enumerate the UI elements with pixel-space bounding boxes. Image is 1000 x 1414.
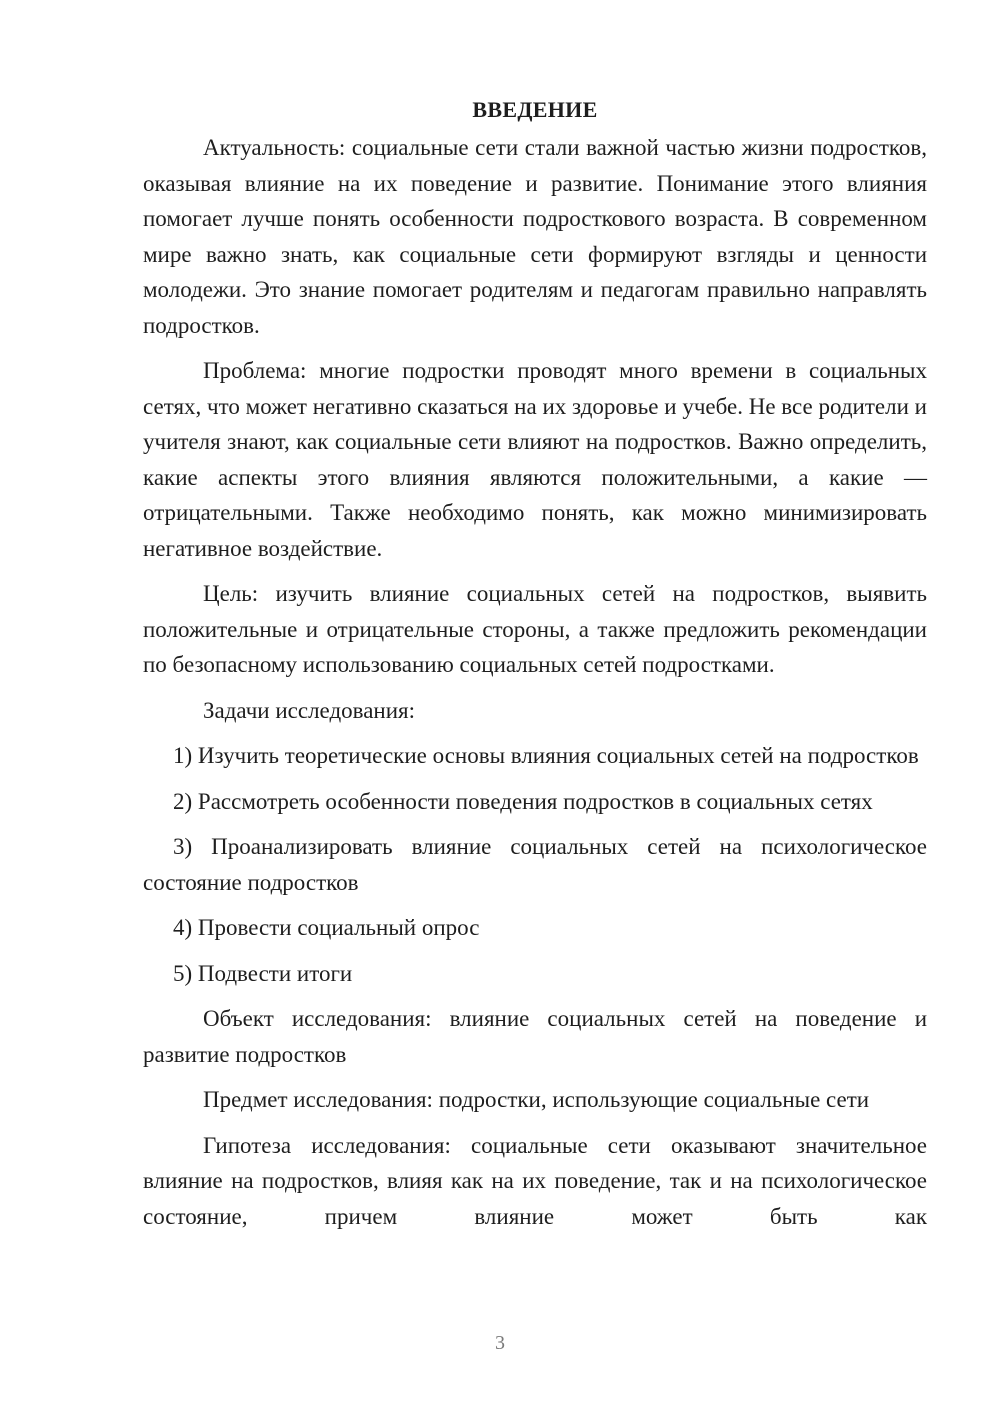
section-title: ВВЕДЕНИЕ — [472, 97, 598, 122]
task-item: 1) Изучить теоретические основы влияния социальных сетей на подростков — [173, 743, 919, 768]
goal-paragraph: Цель: изучить влияние социальных сетей на подростков, выявить положительные и отрицательные стороны, а также предложить рекомендации по безопасному использованию социальных сетей подростками. — [143, 581, 927, 677]
object-paragraph: Объект исследования: влияние социальных сетей на поведение и развитие подростков — [143, 1006, 927, 1067]
problem-paragraph: Проблема: многие подростки проводят много времени в социальных сетях, что может негативно сказаться на их здоровье и учебе. Не все родители и учителя знают, как социальные сети влияют на подростков. Важно определить, какие аспекты этого влияния являются положительными, а какие — отрицательными. Также необходимо понять, как можно минимизировать негативное воздействие. — [143, 358, 927, 561]
document-body — [143, 92, 927, 1244]
task-item: 5) Подвести итоги — [173, 960, 353, 986]
page-number: 3 — [495, 1332, 505, 1354]
task-item: 2) Рассмотреть особенности поведения подростков в социальных сетях — [173, 788, 873, 814]
subject-paragraph: Предмет исследования: подростки, использующие социальные сети — [203, 1087, 870, 1112]
hypothesis-paragraph: Гипотеза исследования: социальные сети оказывают значительное влияние на подростков, влияя как на их поведение, так и на психологическое состояние, причем влияние может быть как — [143, 1132, 927, 1229]
task-item: 3) Проанализировать влияние социальных сетей на психологическое состояние подростков — [143, 834, 927, 895]
task-item: 4) Провести социальный опрос — [173, 915, 480, 940]
tasks-heading: Задачи исследования: — [203, 697, 416, 723]
relevance-paragraph: Актуальность: социальные сети стали важной частью жизни подростков, оказывая влияние на их поведение и развитие. Понимание этого влияния помогает лучше понять особенности подросткового возраста. В современном мире важно знать, как социальные сети формируют взгляды и ценности молодежи. Это знание помогает родителям и педагогам правильно направлять подростков. — [143, 135, 927, 338]
